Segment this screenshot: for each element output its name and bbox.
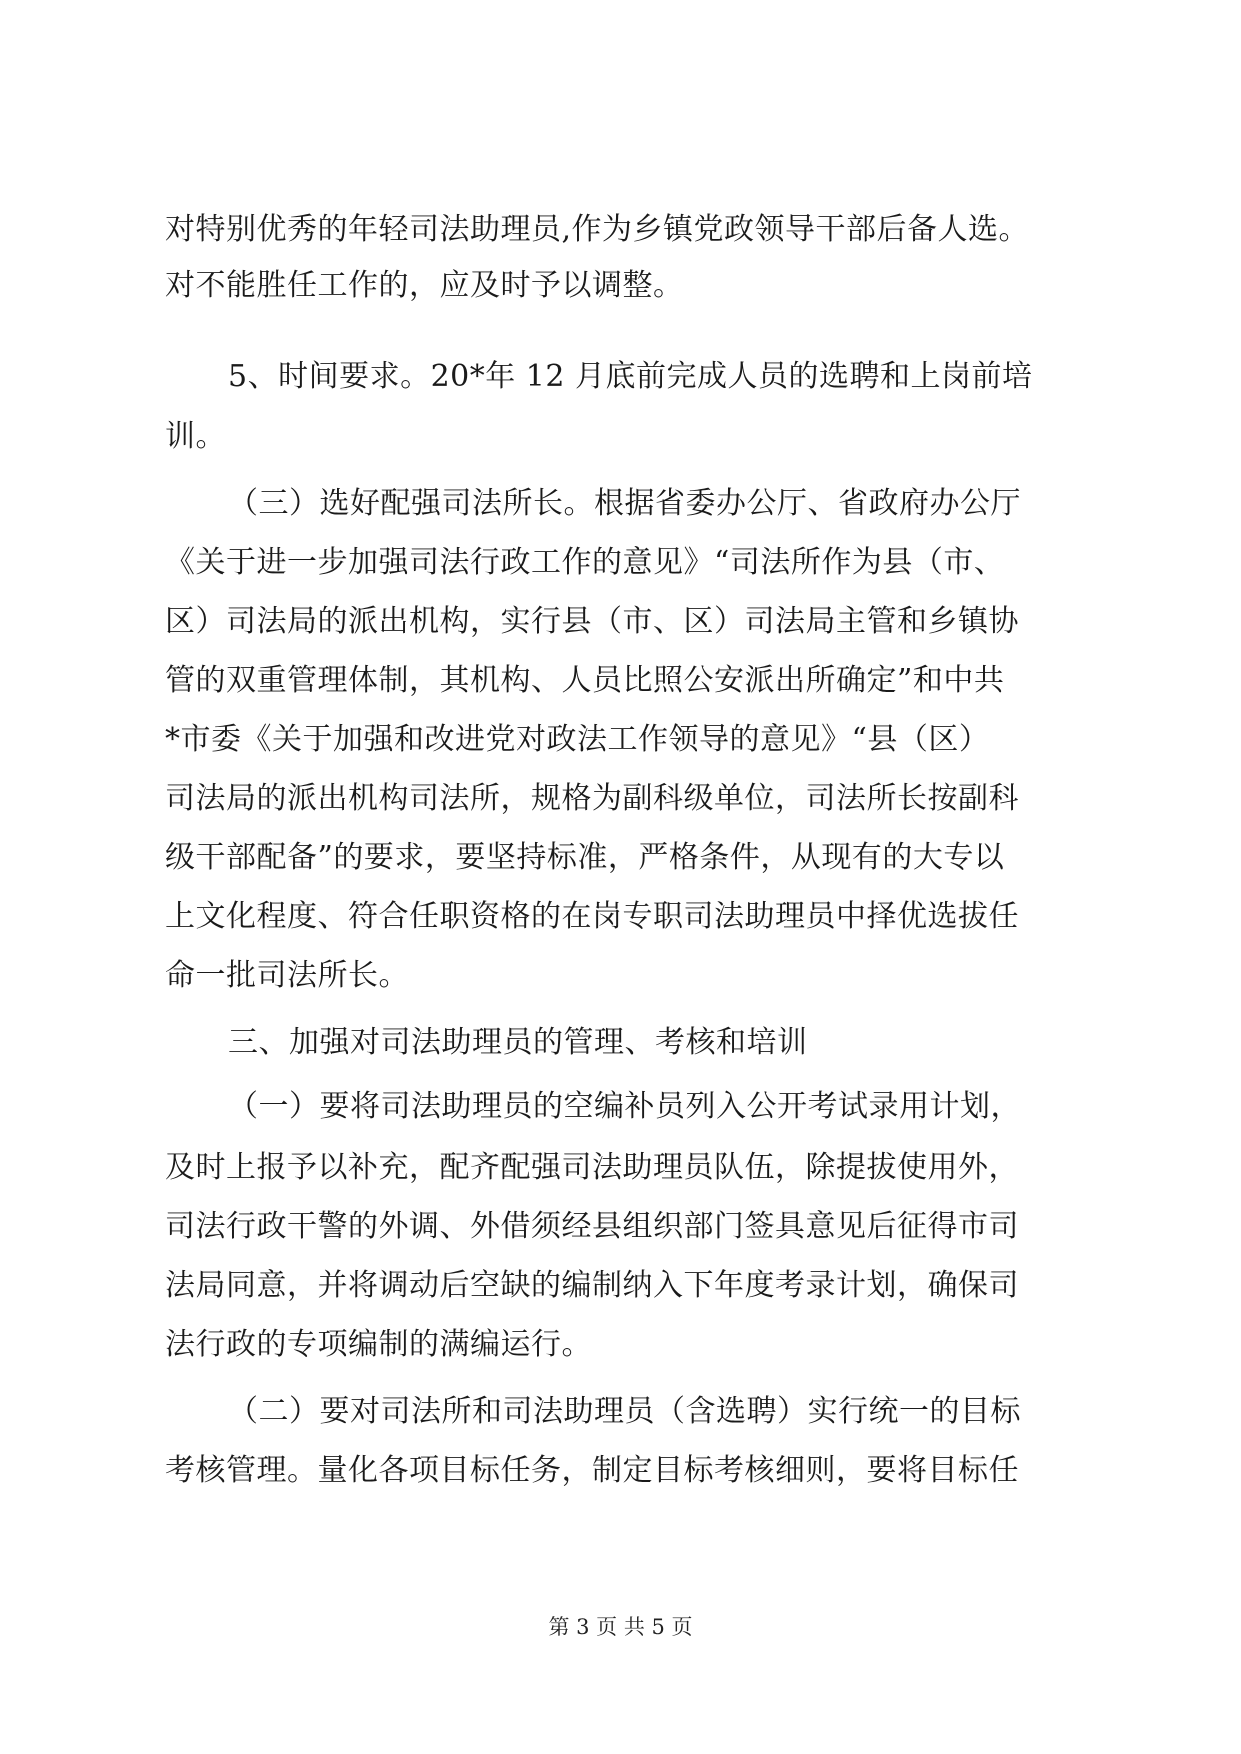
text-line: *市委《关于加强和改进党对政法工作领导的意见》“县（区） [165,722,990,757]
text-line: （三）选好配强司法所长。根据省委办公厅、省政府办公厅 [228,486,1021,521]
text-line: 区）司法局的派出机构，实行县（市、区）司法局主管和乡镇协 [165,604,1019,639]
text-line: 法行政的专项编制的满编运行。 [165,1327,592,1362]
text-line: 及时上报予以补充，配齐配强司法助理员队伍，除提拔使用外， [165,1150,1019,1185]
text-line: 训。 [165,419,226,454]
text-line: 考核管理。量化各项目标任务，制定目标考核细则，要将目标任 [165,1453,1019,1488]
text-line: 对不能胜任工作的，应及时予以调整。 [165,268,684,303]
text-line: （二）要对司法所和司法助理员（含选聘）实行统一的目标 [228,1394,1021,1429]
text-line: 上文化程度、符合任职资格的在岗专职司法助理员中择优选拔任 [165,899,1019,934]
text-line: 对特别优秀的年轻司法助理员,作为乡镇党政领导干部后备人选。 [165,212,1030,247]
text-line: 司法局的派出机构司法所，规格为副科级单位，司法所长按副科 [165,781,1019,816]
section-heading: 三、加强对司法助理员的管理、考核和培训 [228,1025,808,1060]
page-footer: 第 3 页 共 5 页 [548,1615,693,1639]
text-line: 《关于进一步加强司法行政工作的意见》“司法所作为县（市、 [165,545,1005,580]
text-line: 法局同意，并将调动后空缺的编制纳入下年度考录计划，确保司 [165,1268,1019,1303]
text-line: 级干部配备”的要求，要坚持标准，严格条件，从现有的大专以 [165,840,1005,875]
text-line: 命一批司法所长。 [165,958,409,993]
text-line: 5、时间要求。20*年 12 月底前完成人员的选聘和上岗前培 [228,359,1033,394]
text-line: 管的双重管理体制，其机构、人员比照公安派出所确定”和中共 [165,663,1005,698]
text-line: （一）要将司法助理员的空编补员列入公开考试录用计划， [228,1089,1021,1124]
text-line: 司法行政干警的外调、外借须经县组织部门签具意见后征得市司 [165,1209,1019,1244]
